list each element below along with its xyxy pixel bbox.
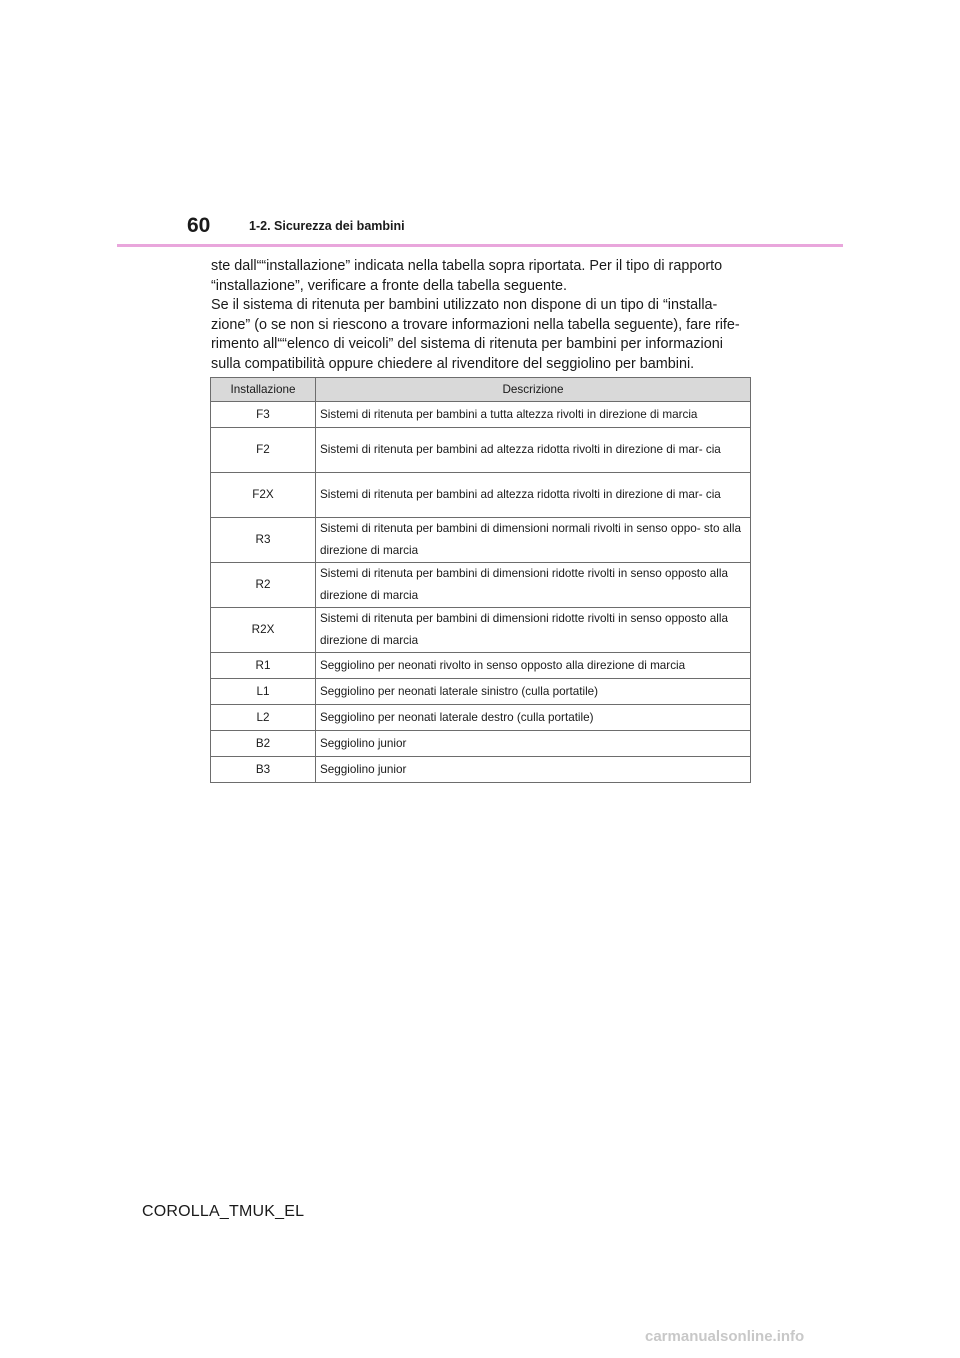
cell-description: Seggiolino per neonati rivolto in senso opposto alla direzione di marcia [316, 653, 751, 679]
cell-code: R2X [211, 608, 316, 653]
document-code: COROLLA_TMUK_EL [142, 1203, 305, 1220]
section-title: 1-2. Sicurezza dei bambini [249, 219, 405, 233]
cell-description: Sistemi di ritenuta per bambini di dimensioni ridotte rivolti in senso opposto alla direzione di marcia [316, 608, 751, 653]
cell-description: Sistemi di ritenuta per bambini a tutta altezza rivolti in direzione di marcia [316, 402, 751, 428]
table-row [211, 402, 751, 428]
cell-code: R3 [211, 518, 316, 563]
cell-code: F3 [211, 402, 316, 428]
table-row [211, 679, 751, 705]
watermark: carmanualsonline.info [645, 1328, 805, 1345]
cell-description: Seggiolino junior [316, 757, 751, 783]
cell-code: B3 [211, 757, 316, 783]
cell-description: Sistemi di ritenuta per bambini di dimensioni ridotte rivolti in senso opposto alla direzione di marcia [316, 563, 751, 608]
header-installazione: Installazione [211, 378, 316, 402]
cell-code: L1 [211, 679, 316, 705]
cell-description: Seggiolino per neonati laterale destro (culla portatile) [316, 705, 751, 731]
page-number: 60 [187, 214, 211, 237]
table-row [211, 563, 751, 608]
table-row [211, 705, 751, 731]
cell-description: Sistemi di ritenuta per bambini ad altezza ridotta rivolti in direzione di mar- cia [316, 473, 751, 518]
table-row [211, 653, 751, 679]
table-row [211, 518, 751, 563]
installation-table [210, 377, 751, 783]
cell-description: Seggiolino junior [316, 731, 751, 757]
cell-code: F2 [211, 428, 316, 473]
cell-code: R2 [211, 563, 316, 608]
cell-description: Sistemi di ritenuta per bambini di dimensioni normali rivolti in senso oppo- sto alla direzione di marcia [316, 518, 751, 563]
cell-description: Sistemi di ritenuta per bambini ad altezza ridotta rivolti in direzione di mar- cia [316, 428, 751, 473]
cell-code: B2 [211, 731, 316, 757]
header-rule [117, 244, 843, 247]
cell-code: F2X [211, 473, 316, 518]
cell-code: R1 [211, 653, 316, 679]
body-text [211, 257, 751, 375]
header-descrizione: Descrizione [316, 378, 751, 402]
table-header-row [211, 378, 751, 402]
cell-code: L2 [211, 705, 316, 731]
cell-description: Seggiolino per neonati laterale sinistro (culla portatile) [316, 679, 751, 705]
body-paragraph-1: ste dall““installazione” indicata nella tabella sopra riportata. Per il tipo di rapporto “installazione”, verificare a fronte della tabella seguente. [211, 258, 723, 294]
table-row [211, 428, 751, 473]
table-row [211, 731, 751, 757]
table-row [211, 757, 751, 783]
table-row [211, 473, 751, 518]
body-paragraph-2: Se il sistema di ritenuta per bambini utilizzato non dispone di un tipo di “installa- zione” (o se non si riescono a trovare informazioni nella tabella seguente), fare rife- rimento all““elenco di veicoli” del sistema di ritenuta per bambini per informazioni sulla compatibilità oppure chiedere al rivenditore del seggiolino per bambini. [211, 297, 740, 372]
table-row [211, 608, 751, 653]
